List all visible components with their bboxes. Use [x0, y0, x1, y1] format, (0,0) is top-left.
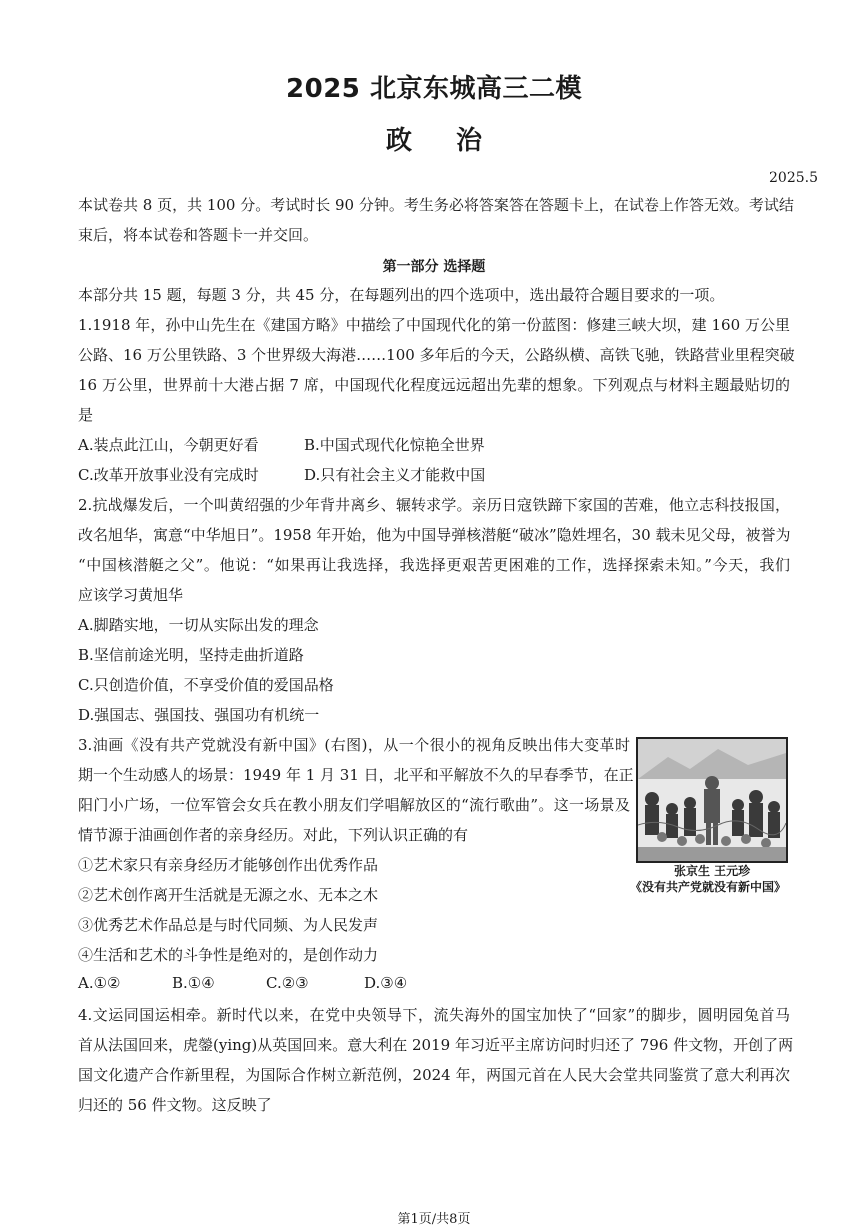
q1-option-a[interactable]: A.装点此江山，今朝更好看 [78, 436, 259, 454]
q3-statement-1: ①艺术家只有亲身经历才能够创作出优秀作品 [78, 856, 379, 874]
q4-line-4: 归还的 56 件文物。这反映了 [78, 1096, 272, 1114]
intro-line-1: 本试卷共 8 页，共 100 分。考试时长 90 分钟。考生务必将答案答在答题卡上，在试卷上作答无效。考试结 [78, 196, 794, 214]
page-footer: 第1页/共8页 [397, 1212, 471, 1227]
exam-date: 2025.5 [769, 170, 818, 186]
q1-options-row-2 [78, 464, 485, 485]
figure-work-caption: 《没有共产党就没有新中国》 [630, 880, 787, 894]
q3-option-b[interactable]: B.①④ [172, 974, 215, 992]
exam-title: 2025 北京东城高三二模 [286, 74, 582, 104]
q1-line-1: 1.1918 年，孙中山先生在《建国方略》中描绘了中国现代化的第一份蓝图：修建三峡大坝，建 160 万公里 [78, 316, 790, 334]
q2-option-c[interactable]: C.只创造价值，不享受价值的爱国品格 [78, 676, 334, 694]
oil-painting-image [636, 737, 788, 863]
section-instructions: 本部分共 15 题，每题 3 分，共 45 分，在每题列出的四个选项中，选出最符合题目要求的一项。 [78, 286, 725, 304]
q1-option-d[interactable]: D.只有社会主义才能救中国 [304, 466, 486, 484]
q3-statement-3: ③优秀艺术作品总是与时代同频、为人民发声 [78, 916, 379, 934]
q1-options-row-1 [78, 434, 485, 455]
q2-option-b[interactable]: B.坚信前途光明，坚持走曲折道路 [78, 646, 304, 664]
q3-option-c[interactable]: C.②③ [266, 974, 309, 992]
q3-option-d[interactable]: D.③④ [364, 974, 408, 992]
q4-line-1: 4.文运同国运相牵。新时代以来，在党中央领导下，流失海外的国宝加快了“回家”的脚步，圆明园兔首马 [78, 1006, 790, 1024]
q3-line-3: 阳门小广场，一位军管会女兵在教小朋友们学唱解放区的“流行歌曲”。这一场景及 [78, 796, 630, 814]
q2-line-4: 应该学习黄旭华 [78, 586, 184, 604]
q3-line-1: 3.油画《没有共产党就没有新中国》(右图)，从一个很小的视角反映出伟大变革时 [78, 736, 630, 754]
q3-statement-4: ④生活和艺术的斗争性是绝对的，是创作动力 [78, 946, 379, 964]
exam-subject: 政治 [385, 126, 526, 156]
q1-option-b[interactable]: B.中国式现代化惊艳全世界 [304, 436, 485, 454]
q4-line-3: 国文化遗产合作新里程，为国际合作树立新范例，2024 年，两国元首在人民大会堂共同鉴赏了意大利再次 [78, 1066, 790, 1084]
q2-line-1: 2.抗战爆发后，一个叫黄绍强的少年背井离乡、辗转求学。亲历日寇铁蹄下家国的苦难，他立志科技报国， [78, 496, 790, 514]
q3-line-4: 情节源于油画创作者的亲身经历。对此，下列认识正确的有 [78, 826, 469, 844]
q2-line-3: “中国核潜艇之父”。他说：“如果再让我选择，我选择更艰苦更困难的工作，选择探索未知。”今天，我们 [78, 556, 790, 574]
intro-line-2: 束后，将本试卷和答题卡一并交回。 [78, 226, 319, 244]
q1-line-2: 公路、16 万公里铁路、3 个世界级大海港……100 多年后的今天，公路纵横、高铁飞驰，铁路营业里程突破 [78, 346, 795, 364]
q1-line-4: 是 [78, 406, 94, 424]
q3-line-2: 期一个生动感人的场景：1949 年 1 月 31 日，北平和平解放不久的早春季节，在正 [78, 766, 634, 784]
q4-line-2: 首从法国回来，虎鎣(ying)从英国回来。意大利在 2019 年习近平主席访问时归还了 796 件文物，开创了两 [78, 1036, 794, 1054]
q3-options-row [78, 974, 407, 992]
q2-line-2: 改名旭华，寓意“中华旭日”。1958 年开始，他为中国导弹核潜艇“破冰”隐姓埋名，30 载未见父母，被誉为 [78, 526, 791, 544]
q2-option-d[interactable]: D.强国志、强国技、强国功有机统一 [78, 706, 320, 724]
q2-option-a[interactable]: A.脚踏实地，一切从实际出发的理念 [78, 616, 319, 634]
q1-line-3: 16 万公里，世界前十大港占据 7 席，中国现代化程度远远超出先辈的想象。下列观点与材料主题最贴切的 [78, 376, 790, 394]
q1-option-c[interactable]: C.改革开放事业没有完成时 [78, 466, 259, 484]
section-title: 第一部分 选择题 [382, 259, 486, 275]
q3-statement-2: ②艺术创作离开生活就是无源之水、无本之木 [78, 886, 379, 904]
q3-option-a[interactable]: A.①② [78, 974, 121, 992]
figure-artist-caption: 张京生 王元珍 [674, 864, 751, 878]
